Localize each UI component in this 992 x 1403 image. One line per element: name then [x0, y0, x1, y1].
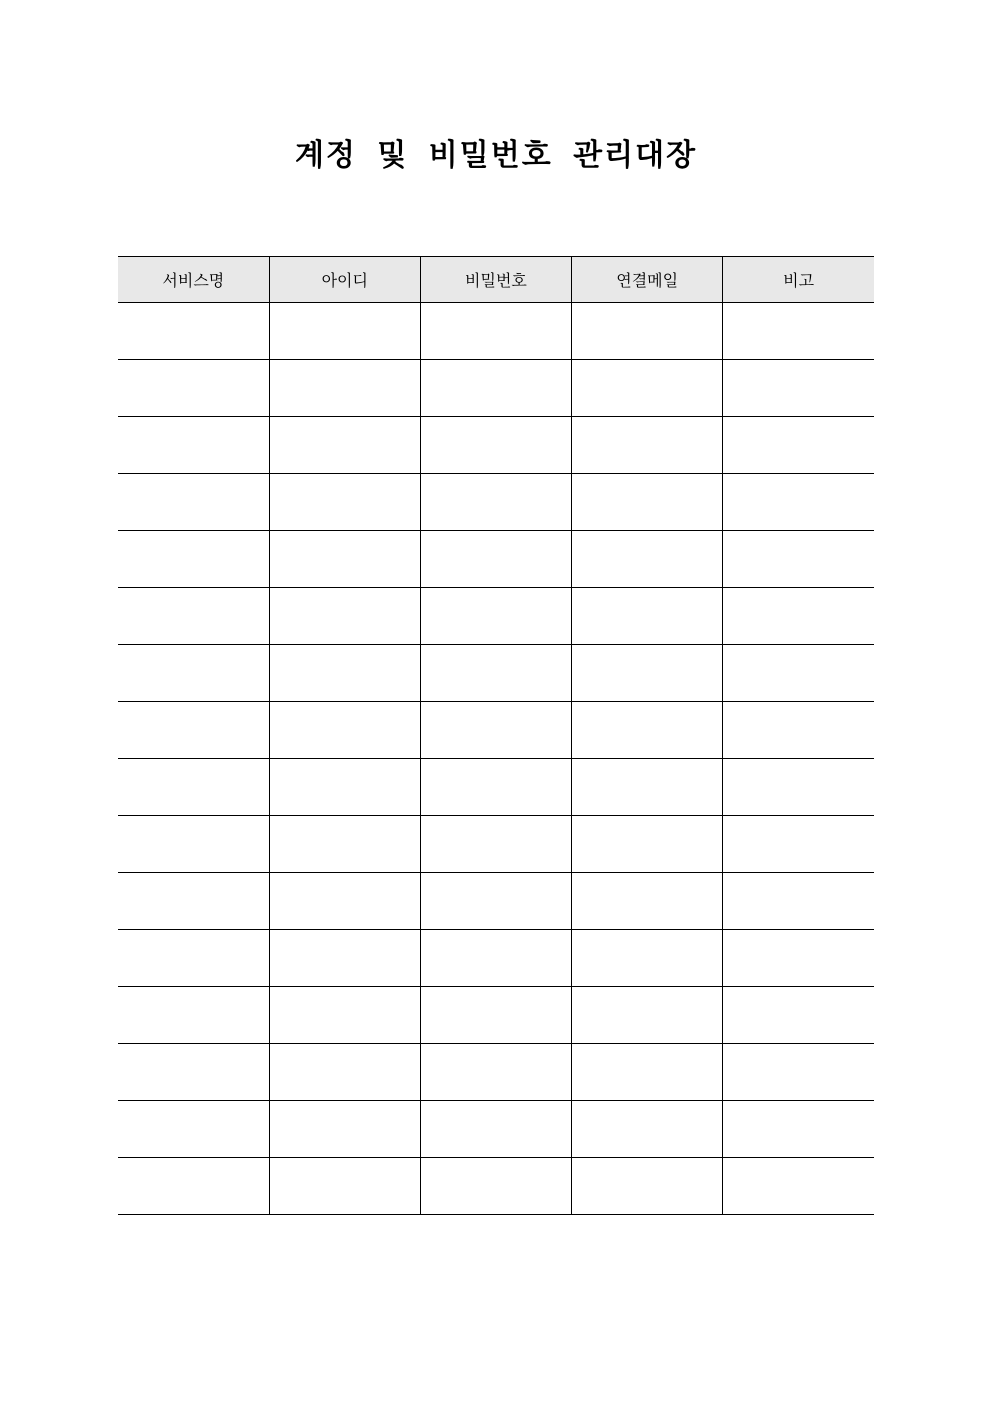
- cell-linked-email[interactable]: [572, 873, 723, 930]
- cell-linked-email[interactable]: [572, 816, 723, 873]
- cell-notes[interactable]: [723, 1101, 874, 1158]
- cell-password[interactable]: [420, 702, 571, 759]
- column-header-linked-email: 연결메일: [572, 257, 723, 303]
- table-row: [118, 303, 874, 360]
- cell-service-name[interactable]: [118, 417, 269, 474]
- cell-notes[interactable]: [723, 531, 874, 588]
- table-row: [118, 930, 874, 987]
- cell-linked-email[interactable]: [572, 1101, 723, 1158]
- table-row: [118, 645, 874, 702]
- table-row: [118, 816, 874, 873]
- cell-password[interactable]: [420, 531, 571, 588]
- column-header-service-name: 서비스명: [118, 257, 269, 303]
- cell-notes[interactable]: [723, 1044, 874, 1101]
- cell-notes[interactable]: [723, 588, 874, 645]
- cell-id[interactable]: [269, 1158, 420, 1215]
- cell-password[interactable]: [420, 360, 571, 417]
- cell-linked-email[interactable]: [572, 417, 723, 474]
- cell-service-name[interactable]: [118, 1158, 269, 1215]
- table-body: [118, 303, 874, 1215]
- cell-notes[interactable]: [723, 816, 874, 873]
- table-row: [118, 417, 874, 474]
- cell-id[interactable]: [269, 1101, 420, 1158]
- table-row: [118, 1158, 874, 1215]
- cell-linked-email[interactable]: [572, 588, 723, 645]
- cell-id[interactable]: [269, 1044, 420, 1101]
- cell-notes[interactable]: [723, 873, 874, 930]
- cell-service-name[interactable]: [118, 474, 269, 531]
- cell-id[interactable]: [269, 303, 420, 360]
- cell-service-name[interactable]: [118, 645, 269, 702]
- cell-linked-email[interactable]: [572, 474, 723, 531]
- cell-linked-email[interactable]: [572, 759, 723, 816]
- cell-id[interactable]: [269, 873, 420, 930]
- cell-notes[interactable]: [723, 1158, 874, 1215]
- cell-id[interactable]: [269, 360, 420, 417]
- table-row: [118, 1101, 874, 1158]
- account-ledger-table: [118, 256, 874, 1215]
- cell-service-name[interactable]: [118, 873, 269, 930]
- cell-linked-email[interactable]: [572, 645, 723, 702]
- cell-linked-email[interactable]: [572, 303, 723, 360]
- cell-id[interactable]: [269, 474, 420, 531]
- cell-id[interactable]: [269, 702, 420, 759]
- cell-service-name[interactable]: [118, 816, 269, 873]
- cell-linked-email[interactable]: [572, 531, 723, 588]
- cell-notes[interactable]: [723, 930, 874, 987]
- cell-service-name[interactable]: [118, 930, 269, 987]
- cell-password[interactable]: [420, 474, 571, 531]
- cell-id[interactable]: [269, 759, 420, 816]
- cell-service-name[interactable]: [118, 759, 269, 816]
- cell-notes[interactable]: [723, 759, 874, 816]
- cell-password[interactable]: [420, 303, 571, 360]
- cell-notes[interactable]: [723, 645, 874, 702]
- column-header-notes: 비고: [723, 257, 874, 303]
- cell-service-name[interactable]: [118, 987, 269, 1044]
- cell-password[interactable]: [420, 645, 571, 702]
- cell-password[interactable]: [420, 873, 571, 930]
- cell-notes[interactable]: [723, 474, 874, 531]
- cell-notes[interactable]: [723, 360, 874, 417]
- column-header-id: 아이디: [269, 257, 420, 303]
- cell-service-name[interactable]: [118, 702, 269, 759]
- cell-notes[interactable]: [723, 702, 874, 759]
- cell-service-name[interactable]: [118, 303, 269, 360]
- cell-password[interactable]: [420, 759, 571, 816]
- cell-linked-email[interactable]: [572, 360, 723, 417]
- column-header-password: 비밀번호: [420, 257, 571, 303]
- table-row: [118, 987, 874, 1044]
- table-header: [118, 257, 874, 303]
- cell-id[interactable]: [269, 930, 420, 987]
- cell-password[interactable]: [420, 588, 571, 645]
- table-row: [118, 1044, 874, 1101]
- cell-linked-email[interactable]: [572, 987, 723, 1044]
- cell-notes[interactable]: [723, 303, 874, 360]
- cell-linked-email[interactable]: [572, 702, 723, 759]
- cell-password[interactable]: [420, 816, 571, 873]
- cell-linked-email[interactable]: [572, 930, 723, 987]
- cell-service-name[interactable]: [118, 588, 269, 645]
- cell-id[interactable]: [269, 645, 420, 702]
- page-title: 계정 및 비밀번호 관리대장: [294, 138, 698, 173]
- table-row: [118, 474, 874, 531]
- cell-notes[interactable]: [723, 987, 874, 1044]
- table-row: [118, 702, 874, 759]
- cell-password[interactable]: [420, 1158, 571, 1215]
- cell-id[interactable]: [269, 816, 420, 873]
- cell-service-name[interactable]: [118, 360, 269, 417]
- cell-password[interactable]: [420, 1044, 571, 1101]
- cell-password[interactable]: [420, 1101, 571, 1158]
- cell-service-name[interactable]: [118, 1101, 269, 1158]
- cell-id[interactable]: [269, 531, 420, 588]
- table-row: [118, 588, 874, 645]
- cell-id[interactable]: [269, 417, 420, 474]
- table-row: [118, 873, 874, 930]
- table-row: [118, 759, 874, 816]
- table-row: [118, 531, 874, 588]
- cell-password[interactable]: [420, 987, 571, 1044]
- cell-linked-email[interactable]: [572, 1158, 723, 1215]
- cell-notes[interactable]: [723, 417, 874, 474]
- header-row: [118, 257, 874, 303]
- cell-password[interactable]: [420, 417, 571, 474]
- table-row: [118, 360, 874, 417]
- cell-service-name[interactable]: [118, 1044, 269, 1101]
- cell-id[interactable]: [269, 588, 420, 645]
- cell-id[interactable]: [269, 987, 420, 1044]
- cell-linked-email[interactable]: [572, 1044, 723, 1101]
- cell-password[interactable]: [420, 930, 571, 987]
- cell-service-name[interactable]: [118, 531, 269, 588]
